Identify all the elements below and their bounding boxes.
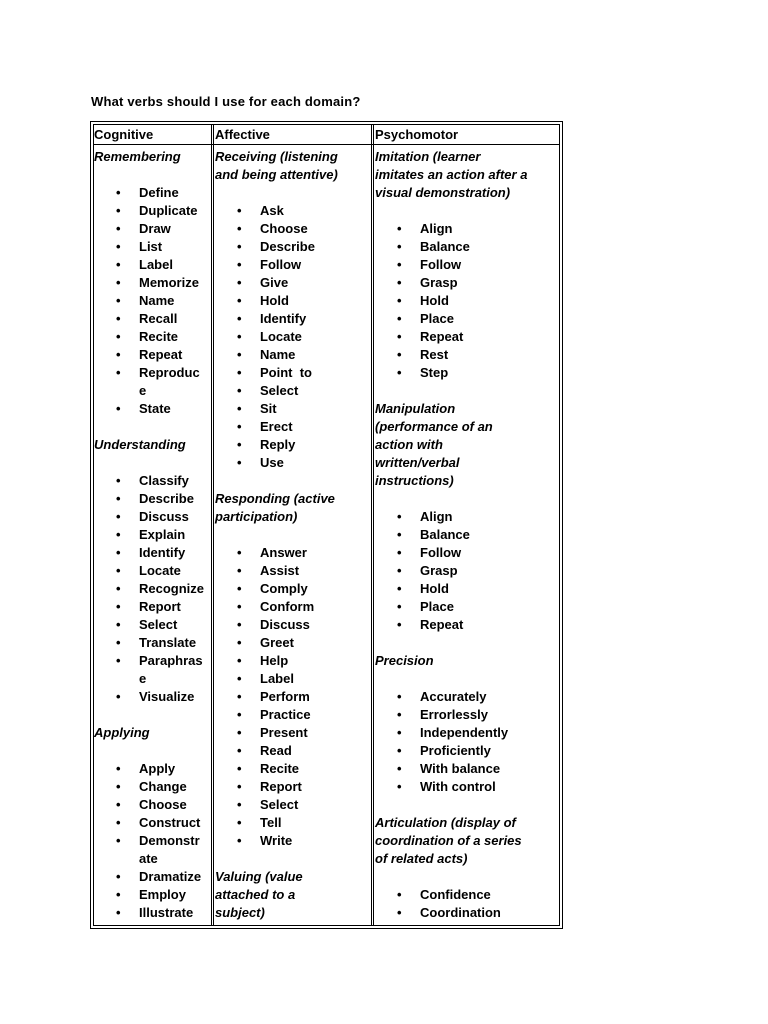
spacer xyxy=(94,166,211,184)
heading-line: Imitation (learner xyxy=(375,149,481,164)
receiving-heading xyxy=(215,148,371,184)
list-item: • Discuss xyxy=(94,508,211,526)
list-item: • Repeat xyxy=(375,328,561,346)
remembering-heading: Remembering xyxy=(94,149,181,164)
receiving-list xyxy=(215,202,371,472)
heading-line: (performance of an xyxy=(375,419,493,434)
spacer xyxy=(94,418,211,436)
applying-list xyxy=(94,760,211,922)
verbs-table xyxy=(90,121,563,929)
list-item-continuation: ate xyxy=(139,851,158,866)
heading-line: imitates an action after a xyxy=(375,167,528,182)
list-item: • Name xyxy=(94,292,211,310)
applying-heading: Applying xyxy=(94,725,150,740)
responding-list xyxy=(215,544,371,850)
list-item: • Use xyxy=(215,454,371,472)
list-item: • Assist xyxy=(215,562,371,580)
list-item: • Repeat xyxy=(375,616,561,634)
page-question: What verbs should I use for each domain? xyxy=(91,94,361,109)
list-item: • Apply xyxy=(94,760,211,778)
list-item: • Hold xyxy=(215,292,371,310)
list-item: • Follow xyxy=(375,256,561,274)
list-item: • Define xyxy=(94,184,211,202)
imitation-list xyxy=(375,220,561,382)
heading-line: of related acts) xyxy=(375,851,468,866)
list-item: • Grasp xyxy=(375,274,561,292)
list-item: • Rest xyxy=(375,346,561,364)
list-item: • Proficiently xyxy=(375,742,561,760)
list-item: • Place xyxy=(375,310,561,328)
list-item: • Grasp xyxy=(375,562,561,580)
spacer xyxy=(375,868,561,886)
heading-line: attached to a xyxy=(215,887,296,902)
list-item: • Identify xyxy=(215,310,371,328)
heading-line: Valuing (value xyxy=(215,869,303,884)
list-item: • Paraphras xyxy=(94,652,211,670)
list-item-continuation: e xyxy=(139,671,147,686)
articulation-heading xyxy=(375,814,561,868)
heading-line: coordination of a series xyxy=(375,833,522,848)
understanding-heading: Understanding xyxy=(94,437,186,452)
list-item: • Follow xyxy=(215,256,371,274)
list-item: • Locate xyxy=(94,562,211,580)
remembering-list xyxy=(94,184,211,418)
imitation-heading xyxy=(375,148,561,202)
affective-column xyxy=(215,148,371,922)
list-item: • Choose xyxy=(94,796,211,814)
spacer xyxy=(94,706,211,724)
list-item: • Visualize xyxy=(94,688,211,706)
spacer xyxy=(94,454,211,472)
list-item: • Follow xyxy=(375,544,561,562)
list-item: • Coordination xyxy=(375,904,561,922)
column-divider-2 xyxy=(371,125,374,925)
list-item: • Name xyxy=(215,346,371,364)
list-item-continuation: e xyxy=(139,383,147,398)
heading-line: written/verbal xyxy=(375,455,460,470)
list-item: • With balance xyxy=(375,760,561,778)
heading-line: subject) xyxy=(215,905,265,920)
list-item: • Select xyxy=(215,382,371,400)
spacer xyxy=(375,202,561,220)
list-item: • Point to xyxy=(215,364,371,382)
understanding-list xyxy=(94,472,211,706)
spacer xyxy=(375,490,561,508)
list-item: • Conform xyxy=(215,598,371,616)
list-item: • Classify xyxy=(94,472,211,490)
spacer xyxy=(215,850,371,868)
list-item: • Label xyxy=(94,256,211,274)
list-item: • Locate xyxy=(215,328,371,346)
list-item: • Select xyxy=(94,616,211,634)
spacer xyxy=(375,670,561,688)
heading-line: action with xyxy=(375,437,443,452)
heading-line: Responding (active xyxy=(215,491,335,506)
responding-heading xyxy=(215,490,371,526)
psychomotor-column xyxy=(375,148,561,922)
list-item: • Align xyxy=(375,508,561,526)
list-item: • Report xyxy=(215,778,371,796)
list-item: • Recognize xyxy=(94,580,211,598)
list-item: • Change xyxy=(94,778,211,796)
list-item: • Give xyxy=(215,274,371,292)
list-item: • Present xyxy=(215,724,371,742)
list-item: • Repeat xyxy=(94,346,211,364)
spacer xyxy=(215,526,371,544)
list-item: • Discuss xyxy=(215,616,371,634)
list-item: • Label xyxy=(215,670,371,688)
list-item: • Sit xyxy=(215,400,371,418)
list-item: • Dramatize xyxy=(94,868,211,886)
list-item: • Memorize xyxy=(94,274,211,292)
list-item: • Write xyxy=(215,832,371,850)
list-item: • Balance xyxy=(375,526,561,544)
list-item: • Translate xyxy=(94,634,211,652)
list-item: • Identify xyxy=(94,544,211,562)
spacer xyxy=(94,742,211,760)
list-item: • Describe xyxy=(215,238,371,256)
list-item: • Place xyxy=(375,598,561,616)
list-item: • With control xyxy=(375,778,561,796)
header-cognitive: Cognitive xyxy=(94,127,154,142)
list-item: • Align xyxy=(375,220,561,238)
heading-line: visual demonstration) xyxy=(375,185,511,200)
heading-line: Manipulation xyxy=(375,401,456,416)
column-divider-1 xyxy=(211,125,214,925)
header-affective: Affective xyxy=(215,127,270,142)
list-item: • Demonstr xyxy=(94,832,211,850)
list-item: • Read xyxy=(215,742,371,760)
list-item: • Erect xyxy=(215,418,371,436)
list-item: • Step xyxy=(375,364,561,382)
spacer xyxy=(375,796,561,814)
list-item: • Select xyxy=(215,796,371,814)
precision-heading: Precision xyxy=(375,653,434,668)
list-item: • Balance xyxy=(375,238,561,256)
precision-list xyxy=(375,688,561,796)
list-item: • Perform xyxy=(215,688,371,706)
list-item: • Practice xyxy=(215,706,371,724)
list-item: • Illustrate xyxy=(94,904,211,922)
list-item: • Report xyxy=(94,598,211,616)
list-item: • List xyxy=(94,238,211,256)
table-header-row xyxy=(94,125,559,145)
list-item: • Comply xyxy=(215,580,371,598)
list-item: • Reply xyxy=(215,436,371,454)
list-item: • Hold xyxy=(375,292,561,310)
spacer xyxy=(375,382,561,400)
header-psychomotor: Psychomotor xyxy=(375,127,459,142)
spacer xyxy=(215,184,371,202)
list-item: • Describe xyxy=(94,490,211,508)
heading-line: Receiving (listening xyxy=(215,149,338,164)
list-item: • Help xyxy=(215,652,371,670)
heading-line: Articulation (display of xyxy=(375,815,516,830)
list-item: • Hold xyxy=(375,580,561,598)
list-item: • Accurately xyxy=(375,688,561,706)
list-item: • Recite xyxy=(215,760,371,778)
manipulation-list xyxy=(375,508,561,634)
list-item: • Recite xyxy=(94,328,211,346)
list-item: • Explain xyxy=(94,526,211,544)
list-item: • Recall xyxy=(94,310,211,328)
cognitive-column xyxy=(94,148,211,922)
heading-line: and being attentive) xyxy=(215,167,338,182)
list-item: • Draw xyxy=(94,220,211,238)
table-inner-border xyxy=(93,124,560,926)
list-item: • Choose xyxy=(215,220,371,238)
manipulation-heading xyxy=(375,400,561,490)
list-item: • Reproduc xyxy=(94,364,211,382)
list-item: • Ask xyxy=(215,202,371,220)
list-item: • Confidence xyxy=(375,886,561,904)
list-item: • Independently xyxy=(375,724,561,742)
list-item: • Employ xyxy=(94,886,211,904)
spacer xyxy=(375,634,561,652)
spacer xyxy=(215,472,371,490)
list-item: • Errorlessly xyxy=(375,706,561,724)
valuing-heading xyxy=(215,868,371,922)
list-item: • Answer xyxy=(215,544,371,562)
articulation-list xyxy=(375,886,561,922)
list-item: • State xyxy=(94,400,211,418)
list-item: • Tell xyxy=(215,814,371,832)
list-item: • Construct xyxy=(94,814,211,832)
list-item: • Duplicate xyxy=(94,202,211,220)
heading-line: instructions) xyxy=(375,473,454,488)
heading-line: participation) xyxy=(215,509,298,524)
list-item: • Greet xyxy=(215,634,371,652)
